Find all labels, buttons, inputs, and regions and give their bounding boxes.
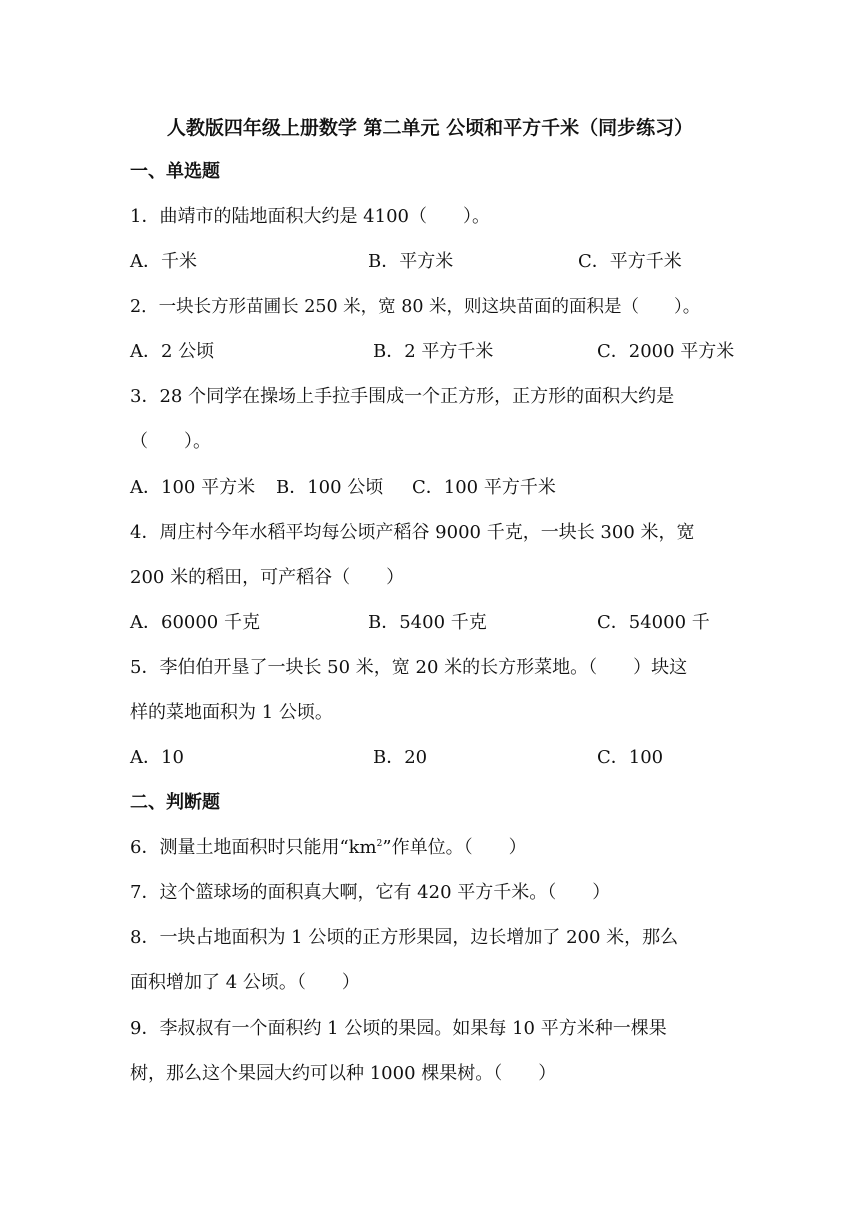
question-1-option-b: B．平方米 bbox=[368, 251, 454, 272]
question-8-text-line-1: 8．一块占地面积为 1 公顷的正方形果园，边长增加了 200 米，那么 bbox=[130, 927, 679, 948]
question-2-text: 2．一块长方形苗圃长 250 米，宽 80 米，则这块苗面的面积是（ ）。 bbox=[130, 297, 701, 317]
question-1-text: 1．曲靖市的陆地面积大约是 4100（ ）。 bbox=[130, 206, 490, 227]
question-6-text-after: ”作单位。（ ） bbox=[382, 837, 527, 858]
question-5-option-c: C．100 bbox=[597, 747, 664, 768]
question-5-text-line-1: 5．李伯伯开垦了一块长 50 米，宽 20 米的长方形菜地。（ ）块这 bbox=[130, 657, 688, 678]
question-5-option-a: A．10 bbox=[130, 747, 184, 768]
question-7-text: 7．这个篮球场的面积真大啊，它有 420 平方千米。（ ） bbox=[130, 882, 611, 903]
question-5-text-line-2: 样的菜地面积为 1 公顷。 bbox=[130, 702, 333, 723]
question-6-superscript: 2 bbox=[376, 839, 383, 849]
question-9-text-line-2: 树，那么这个果园大约可以种 1000 棵果树。（ ） bbox=[130, 1063, 557, 1084]
question-3-text-line-2: （ ）。 bbox=[130, 431, 211, 452]
question-3-option-b: B．100 公顷 bbox=[276, 477, 384, 498]
question-4-text-line-1: 4．周庄村今年水稻平均每公顷产稻谷 9000 千克，一块长 300 米，宽 bbox=[130, 522, 695, 543]
question-2-option-c: C．2000 平方米 bbox=[597, 341, 735, 362]
question-3-option-c: C．100 平方千米 bbox=[412, 477, 556, 498]
question-4-option-b: B．5400 千克 bbox=[368, 612, 487, 633]
section-heading-true-false: 二、判断题 bbox=[130, 792, 220, 813]
question-3-option-a: A．100 平方米 bbox=[130, 477, 256, 498]
page-title: 人教版四年级上册数学 第二单元 公顷和平方千米（同步练习） bbox=[166, 117, 694, 139]
question-1-option-a: A．千米 bbox=[130, 251, 197, 272]
question-8-text-line-2: 面积增加了 4 公顷。（ ） bbox=[130, 972, 360, 993]
question-5-option-b: B．20 bbox=[373, 747, 428, 768]
question-4-option-c: C．54000 千 bbox=[597, 612, 710, 633]
question-2-option-b: B．2 平方千米 bbox=[373, 341, 494, 362]
question-2-option-a: A．2 公顷 bbox=[130, 341, 215, 362]
question-4-option-a: A．60000 千克 bbox=[130, 612, 260, 633]
section-heading-single-choice: 一、单选题 bbox=[130, 161, 220, 182]
question-6-text-before: 6．测量土地面积时只能用“km bbox=[130, 837, 377, 858]
question-1-option-c: C．平方千米 bbox=[578, 251, 682, 272]
question-3-text-line-1: 3．28 个同学在操场上手拉手围成一个正方形，正方形的面积大约是 bbox=[130, 386, 675, 407]
question-6-text bbox=[130, 836, 730, 860]
question-4-text-line-2: 200 米的稻田，可产稻谷（ ） bbox=[130, 567, 405, 588]
question-9-text-line-1: 9．李叔叔有一个面积约 1 公顷的果园。如果每 10 平方米种一棵果 bbox=[130, 1018, 667, 1039]
